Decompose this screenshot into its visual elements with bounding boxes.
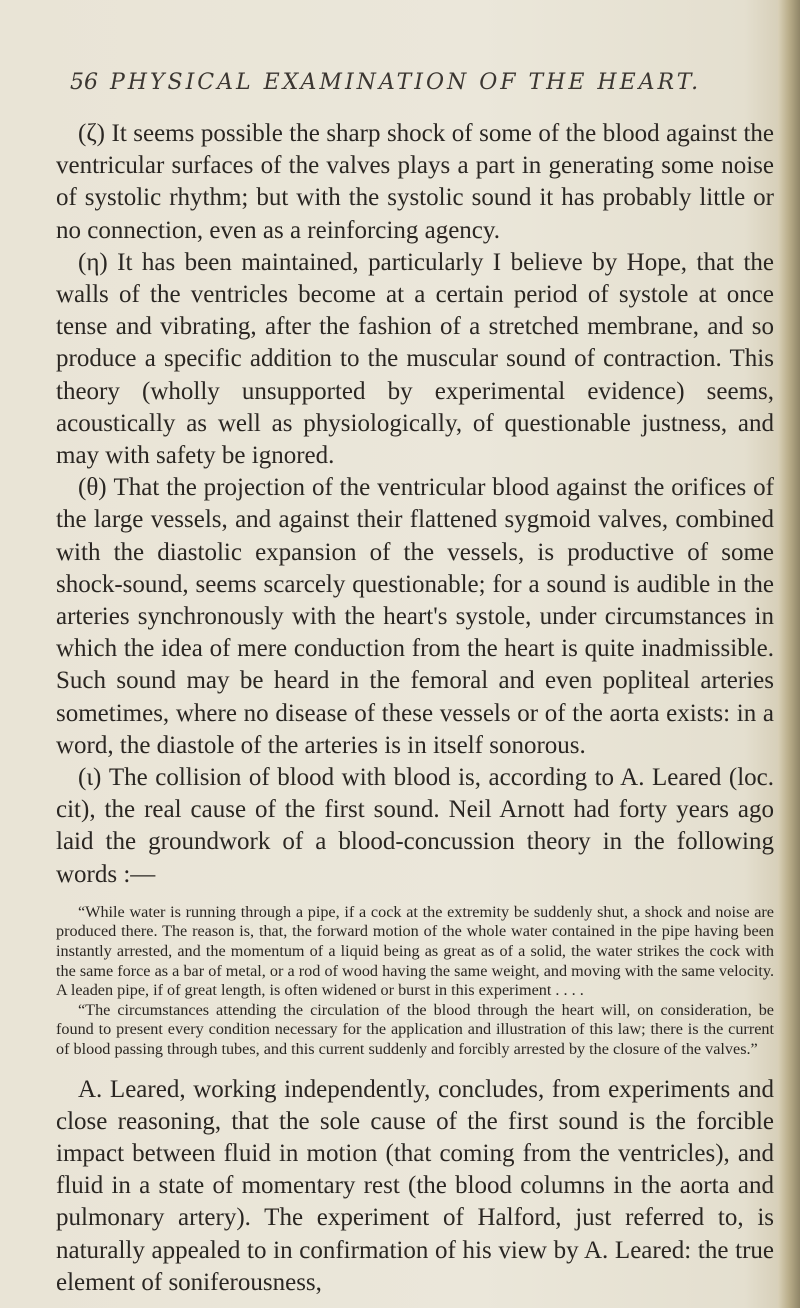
paragraph-zeta: (ζ) It seems possible the sharp shock of some of the blood against the ventricular surfaces of the valves plays a part in generating some noise of systolic rhythm; but with the systolic sound it has probably little or no connection, even as a reinforcing agency. [56,120,774,244]
paragraph-iota: (ι) The collision of blood with blood is, according to A. Leared (loc. cit), the real cause of the first sound. Neil Arnott had forty years ago laid the groundwork of a blood-concussion theory in the following words :— [56,764,774,888]
quote-paragraph: “The circumstances attending the circulation of the blood through the heart will, on consideration, be found to present every condition necessary for the application and illustration of this law; there is the current of blood passing through tubes, and this current suddenly and forcibly arrested by the closure of the valves.” [56,1000,774,1059]
paragraph-leared-conclusion: A. Leared, working independently, concludes, from experiments and close reasoning, that the sole cause of the first sound is the forcible impact between fluid in motion (that coming from the ventricles), and fluid in a state of momentary rest (the blood columns in the aorta and pulmonary artery). The experiment of Halford, just referred to, is naturally appealed to in confirmation of his view by A. Leared: the true element of soniferousness, [56,1075,774,1296]
paragraph-eta: (η) It has been maintained, particularly I believe by Hope, that the walls of the ventricles become at a certain period of systole at once tense and vibrating, after the fashion of a stretched membrane, and so produce a specific addition to the muscular sound of contraction. This theory (wholly unsupported by experimental evidence) seems, acoustically as well as physiologically, of questionable justness, and may with safety be ignored. [56,248,774,470]
paragraph-theta: (θ) That the projection of the ventricular blood against the orifices of the large vessels, and against their flattened sygmoid valves, combined with the diastolic expansion of the vessels, is productive of some shock-sound, seems scarcely questionable; for a sound is audible in the arteries synchronously with the heart's systole, under circumstances in which the idea of mere conduction from the heart is quite inadmissible. Such sound may be heard in the femoral and even popliteal arteries sometimes, where no disease of these vessels or of the aorta exists: in a word, the diastole of the arteries is in itself sonorous. [56,474,774,759]
block-quote-arnott [56,903,774,1060]
running-title: PHYSICAL EXAMINATION OF THE HEART. [110,70,702,95]
body-text [56,118,774,1299]
page-header [70,70,750,110]
page-binding-edge [778,0,800,1308]
quote-paragraph: “While water is running through a pipe, if a cock at the extremity be suddenly shut, a shock and noise are produced there. The reason is, that, the forward motion of the whole water contained in the pipe having been instantly arrested, and the momentum of a liquid being as great as of a solid, the water strikes the cock with the same force as a bar of metal, or a rod of wood having the same weight, and moving with the same velocity. A leaden pipe, if of great length, is often widened or burst in this experiment . . . . [56,902,774,1000]
page-number: 56 [70,70,98,95]
